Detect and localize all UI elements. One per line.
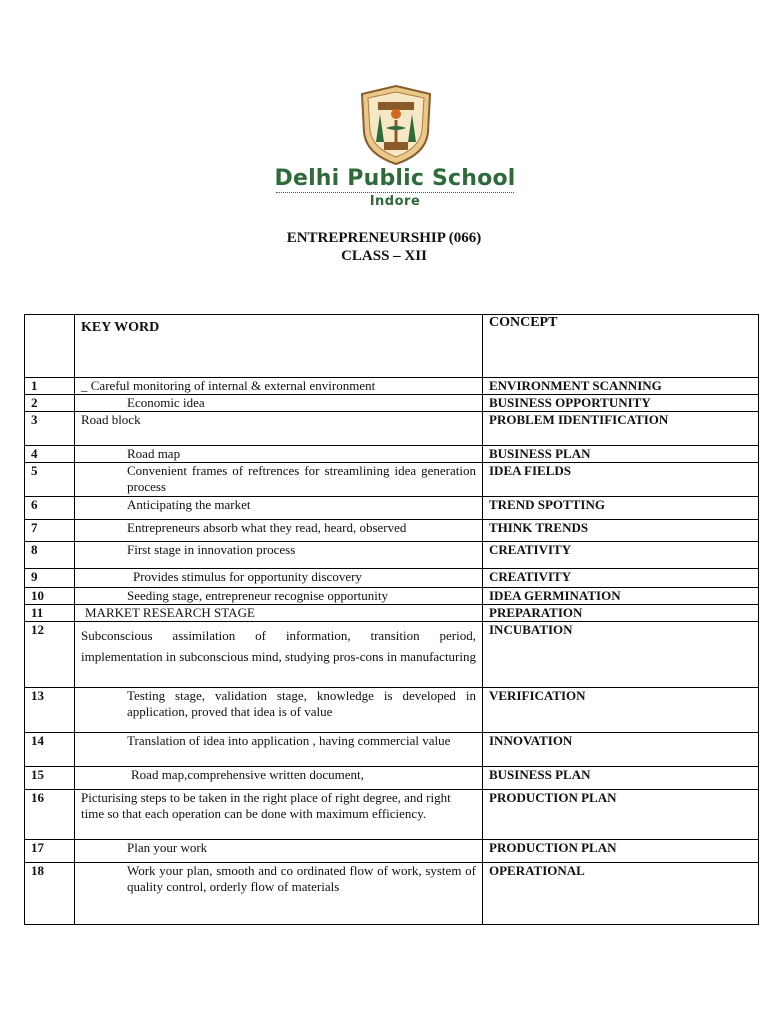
- school-crest-icon: [356, 84, 436, 166]
- table-row: [25, 446, 759, 463]
- row-concept: CREATIVITY: [483, 542, 759, 569]
- row-number: 17: [25, 840, 75, 863]
- table-row: [25, 588, 759, 605]
- row-number: 3: [25, 412, 75, 446]
- row-number: 4: [25, 446, 75, 463]
- row-keyword: Road map: [75, 446, 483, 463]
- table-row: [25, 622, 759, 688]
- row-concept: PREPARATION: [483, 605, 759, 622]
- row-number: 13: [25, 688, 75, 733]
- table-row: [25, 520, 759, 542]
- table-row: [25, 790, 759, 840]
- row-concept: PRODUCTION PLAN: [483, 790, 759, 840]
- table-row: [25, 767, 759, 790]
- row-concept: BUSINESS PLAN: [483, 446, 759, 463]
- school-city: Indore: [369, 194, 421, 209]
- row-concept: INCUBATION: [483, 622, 759, 688]
- header-keyword: KEY WORD: [81, 320, 160, 335]
- logo-divider: [276, 192, 514, 193]
- row-number: 15: [25, 767, 75, 790]
- header-num-cell: [25, 315, 75, 378]
- row-number: 6: [25, 497, 75, 520]
- row-keyword: Provides stimulus for opportunity discovery: [75, 569, 483, 588]
- table-row: [25, 412, 759, 446]
- row-number: 1: [25, 378, 75, 395]
- row-keyword: Road map,comprehensive written document,: [75, 767, 483, 790]
- row-keyword: Convenient frames of reftrences for streamlining idea generation process: [75, 463, 483, 497]
- table-row: [25, 733, 759, 767]
- row-keyword: Plan your work: [75, 840, 483, 863]
- keyword-concept-table: [24, 314, 759, 925]
- row-number: 10: [25, 588, 75, 605]
- table-row: [25, 688, 759, 733]
- row-concept: BUSINESS PLAN: [483, 767, 759, 790]
- row-keyword: First stage in innovation process: [75, 542, 483, 569]
- row-keyword: Subconscious assimilation of information, transition period, implementation in subconscious mind, studying pros-cons in manufacturing: [75, 622, 483, 688]
- header-concept-cell: [483, 315, 759, 378]
- table-row: [25, 378, 759, 395]
- table-row: [25, 542, 759, 569]
- row-number: 14: [25, 733, 75, 767]
- row-concept: BUSINESS OPPORTUNITY: [483, 395, 759, 412]
- row-number: 16: [25, 790, 75, 840]
- row-concept: CREATIVITY: [483, 569, 759, 588]
- row-number: 8: [25, 542, 75, 569]
- header-keyword-cell: [75, 315, 483, 378]
- row-concept: INNOVATION: [483, 733, 759, 767]
- school-logo: [270, 84, 520, 214]
- row-keyword: Picturising steps to be taken in the right place of right degree, and right time so that each operation can be done with maximum efficiency.: [75, 790, 483, 840]
- row-concept: THINK TRENDS: [483, 520, 759, 542]
- row-number: 5: [25, 463, 75, 497]
- row-keyword: Economic idea: [75, 395, 483, 412]
- row-concept: ENVIRONMENT SCANNING: [483, 378, 759, 395]
- subject-title: ENTREPRENEURSHIP (066): [286, 230, 482, 246]
- row-number: 11: [25, 605, 75, 622]
- row-keyword: Entrepreneurs absorb what they read, heard, observed: [75, 520, 483, 542]
- table-row: [25, 863, 759, 925]
- row-number: 9: [25, 569, 75, 588]
- table-row: [25, 605, 759, 622]
- table-header-row: [25, 315, 759, 378]
- row-concept: OPERATIONAL: [483, 863, 759, 925]
- row-concept: IDEA FIELDS: [483, 463, 759, 497]
- row-keyword: Anticipating the market: [75, 497, 483, 520]
- row-concept: VERIFICATION: [483, 688, 759, 733]
- school-name: Delhi Public School: [274, 166, 516, 191]
- row-keyword: Work your plan, smooth and co ordinated flow of work, system of quality control, orderly flow of materials: [75, 863, 483, 925]
- row-concept: PRODUCTION PLAN: [483, 840, 759, 863]
- table-row: [25, 463, 759, 497]
- row-concept: TREND SPOTTING: [483, 497, 759, 520]
- row-keyword: Seeding stage, entrepreneur recognise opportunity: [75, 588, 483, 605]
- row-number: 7: [25, 520, 75, 542]
- row-keyword: Translation of idea into application , having commercial value: [75, 733, 483, 767]
- row-number: 2: [25, 395, 75, 412]
- class-title: CLASS – XII: [341, 248, 427, 264]
- table-row: [25, 840, 759, 863]
- row-number: 12: [25, 622, 75, 688]
- table-row: [25, 497, 759, 520]
- row-concept: IDEA GERMINATION: [483, 588, 759, 605]
- table-row: [25, 569, 759, 588]
- header-concept: CONCEPT: [489, 315, 558, 330]
- row-keyword: Testing stage, validation stage, knowledge is developed in application, proved that idea is of value: [75, 688, 483, 733]
- table-row: [25, 395, 759, 412]
- row-concept: PROBLEM IDENTIFICATION: [483, 412, 759, 446]
- row-number: 18: [25, 863, 75, 925]
- row-keyword: Road block: [75, 412, 483, 446]
- row-keyword: MARKET RESEARCH STAGE: [75, 605, 483, 622]
- row-keyword: _ Careful monitoring of internal & external environment: [75, 378, 483, 395]
